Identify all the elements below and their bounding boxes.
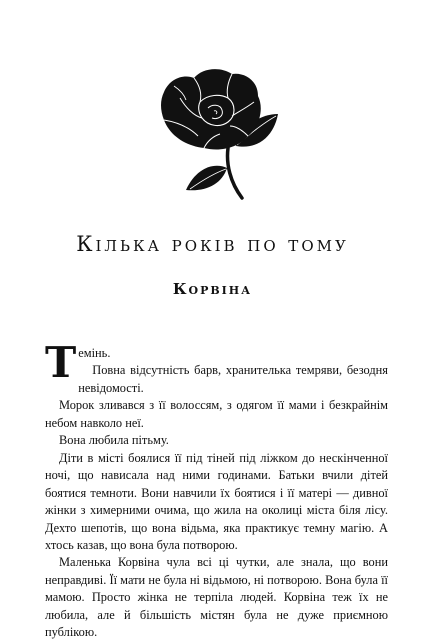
paragraph: Морок зливався з її волоссям, з одягом її мами і безкрайнім небом навколо неї. xyxy=(45,398,388,430)
paragraph: Вона любила пітьму. xyxy=(59,433,169,448)
chapter-subtitle: Корвіна xyxy=(172,280,253,298)
drop-cap: Т xyxy=(45,338,77,387)
rose-icon xyxy=(150,64,280,200)
chapter-title: Кілька років по тому xyxy=(76,232,349,256)
chapter-body xyxy=(45,338,388,642)
paragraph-text: емінь. xyxy=(78,346,111,360)
paragraph: Діти в місті боялися її під тіней під ліжком до нескінченної ночі, що нависала над ними годинами. Батьки вчили дітей боятися темноти. Вони навчили їх боятися і її матері — дивної жінки з химерними очима, що жила на околиці міста біля лісу. Дехто шепотів, що вона відьма, яка практикує темну магію. А хтось казав, що вона була потворою. xyxy=(45,450,388,552)
paragraph: Маленька Корвіна чула всі ці чутки, але знала, що вони неправдиві. Її мати не була ні відьмою, ні потворою. Вона була її мамою. Просто жінка не терпіла людей. Корвіна теж їх не любила, але й більшість містян була не дуже приємною публікою. xyxy=(45,555,388,640)
paragraph: Повна відсутність барв, хранителька темряви, безодня невідомості. xyxy=(78,363,388,395)
